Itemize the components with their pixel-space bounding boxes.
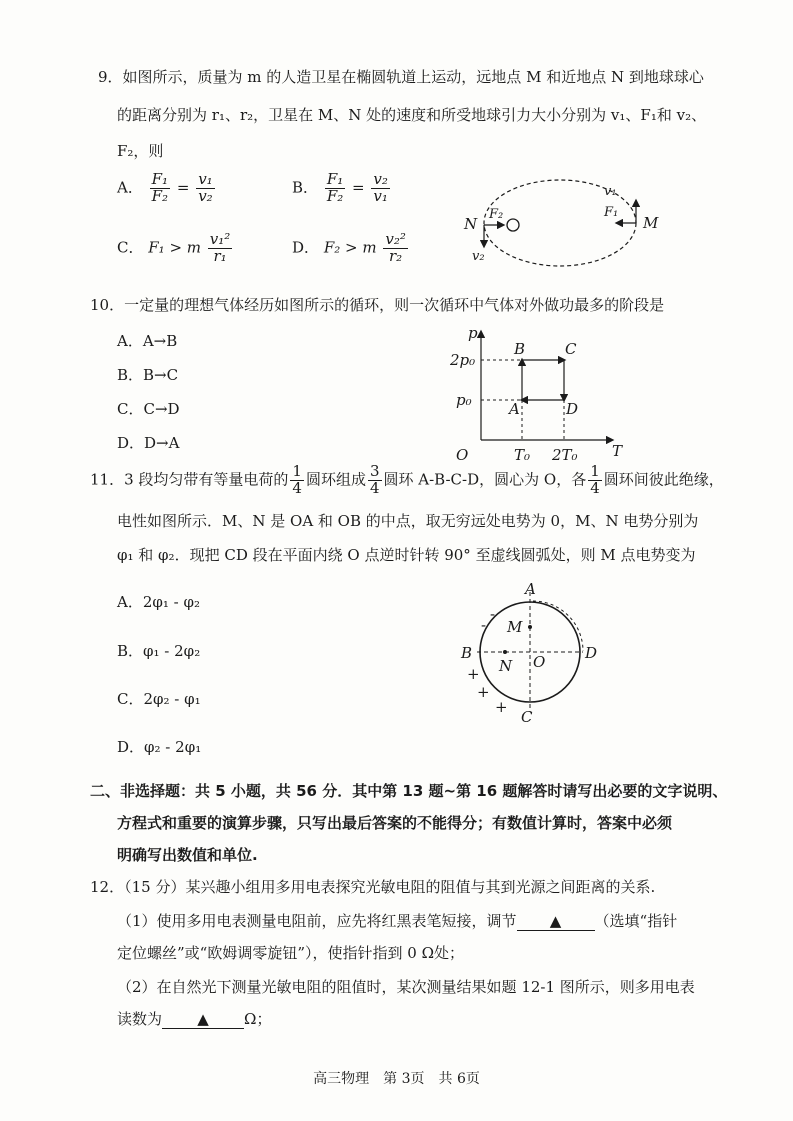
equals-sign: =	[176, 178, 190, 197]
fraction-three-quarter	[368, 464, 382, 497]
numerator: v₂²	[385, 230, 406, 248]
q12-part2-line2	[117, 1008, 271, 1029]
answer-blank: ▲	[162, 1010, 244, 1029]
fraction	[150, 172, 170, 205]
q9-option-c	[117, 232, 234, 265]
denominator: F₂	[326, 186, 344, 205]
point-b: B	[514, 340, 526, 358]
tick-t0: T₀	[514, 446, 531, 464]
q10-option-b: B．B→C	[117, 366, 179, 384]
option-label: B．	[292, 178, 319, 197]
earth-circle	[507, 219, 519, 231]
answer-blank: ▲	[517, 912, 595, 931]
q12-part1-line1	[117, 910, 677, 931]
origin-label: O	[456, 446, 469, 464]
q11-text-part: 圆环间彼此绝缘，	[603, 470, 724, 489]
q11-option-a: A．2φ₁ - φ₂	[117, 593, 201, 611]
q11-option-b: B．φ₁ - 2φ₂	[117, 642, 201, 660]
label-b: B	[461, 644, 473, 662]
q10-option-a: A．A→B	[117, 332, 178, 350]
point-m-dot	[528, 625, 532, 629]
point-c: C	[565, 340, 577, 358]
label-f2: F₂	[489, 207, 504, 222]
q11-line3: φ₁ 和 φ₂．现把 CD 段在平面内绕 O 点逆时针转 90° 至虚线圆弧处，则 M 点电势变为	[117, 546, 696, 564]
section2-line3: 明确写出数值和单位.	[117, 846, 258, 864]
denominator: v₂	[198, 186, 213, 205]
fraction-one-quarter	[588, 464, 602, 497]
numerator: 1	[292, 462, 302, 480]
q11-line1	[90, 464, 724, 497]
denominator: r₁	[213, 246, 227, 265]
q10-stem: 10．一定量的理想气体经历如图所示的循环，则一次循环中气体对外做功最多的阶段是	[90, 296, 665, 314]
fraction	[196, 172, 215, 205]
label-d: D	[585, 644, 598, 662]
denominator: r₂	[389, 246, 403, 265]
tick-p0: p₀	[456, 391, 472, 409]
charge-sign-plus: +	[477, 683, 490, 701]
numerator: 3	[369, 462, 380, 480]
q9-line3: F₂，则	[117, 142, 164, 160]
section2-line1: 二、非选择题：共 5 小题，共 56 分．其中第 13 题~第 16 题解答时请写出必要的文字说明、	[90, 782, 728, 800]
charge-sign-minus: -	[481, 616, 487, 634]
q12-part1-line2: 定位螺丝”或“欧姆调零旋钮”），使指针指到 0 Ω处；	[117, 944, 465, 962]
axis-label-t: T	[612, 442, 623, 460]
label-n: N	[499, 657, 513, 675]
page-footer: 高三物理 第 3页 共 6页	[313, 1071, 480, 1087]
label-m: M	[507, 618, 523, 636]
label-f1: F₁	[604, 205, 619, 220]
label-v2: v₂	[472, 249, 485, 264]
q9-line2: 的距离分别为 r₁、r₂，卫星在 M、N 处的速度和所受地球引力大小分别为 v₁、F₁和 v₂、	[117, 106, 707, 124]
equals-sign: =	[352, 178, 365, 197]
q10-option-c: C．C→D	[117, 400, 180, 418]
q12-stem: 12．（15 分）某兴趣小组用多用电表探究光敏电阻的阻值与其到光源之间距离的关系.	[90, 878, 656, 896]
fraction	[325, 172, 345, 205]
q12-part2-line1: （2）在自然光下测量光敏电阻的阻值时，某次测量结果如题 12-1 图所示，则多用电表	[117, 978, 695, 996]
fraction	[371, 172, 390, 205]
label-o: O	[533, 653, 546, 671]
label-n: N	[464, 215, 478, 233]
q11-line2: 电性如图所示．M、N 是 OA 和 OB 的中点，取无穷远处电势为 0，M、N 电势分别为	[117, 512, 699, 530]
q12-text-part: （1）使用多用电表测量电阻前，应先将红黑表笔短接，调节	[117, 912, 517, 930]
q11-ring-figure	[455, 580, 605, 728]
inequality-lhs: F₂ > m	[323, 238, 377, 257]
numerator: v₁²	[209, 230, 231, 248]
q9-option-b	[292, 172, 392, 205]
option-label: D．	[292, 238, 320, 257]
q11-text-part: 圆环 A-B-C-D，圆心为 O，各	[383, 470, 587, 489]
q9-line1: 9．如图所示，质量为 m 的人造卫星在椭圆轨道上运动，远地点 M 和近地点 N 到地球球心	[98, 68, 704, 86]
denominator: 4	[590, 478, 600, 497]
axis-label-p: p	[468, 324, 478, 342]
q11-option-c: C．2φ₂ - φ₁	[117, 690, 201, 708]
charge-sign-minus: -	[490, 605, 496, 623]
q12-text-part: 读数为	[117, 1010, 163, 1028]
q12-text-part: Ω；	[244, 1010, 272, 1028]
q10-pt-diagram	[440, 322, 625, 464]
denominator: 4	[369, 478, 380, 497]
denominator: F₂	[151, 186, 169, 205]
numerator: F₁	[151, 170, 169, 188]
section2-line2: 方程式和重要的演算步骤，只写出最后答案的不能得分；有数值计算时，答案中必须	[117, 814, 673, 832]
label-a: A	[525, 580, 536, 598]
q11-text-part: 圆环组成	[305, 470, 366, 489]
q9-option-d	[292, 232, 410, 265]
tick-2p0: 2p₀	[450, 351, 476, 369]
q11-option-d: D．φ₂ - 2φ₁	[117, 738, 202, 756]
label-c: C	[521, 708, 533, 726]
point-n-dot	[503, 650, 507, 654]
charge-sign-plus: +	[495, 698, 508, 716]
point-d: D	[566, 400, 579, 418]
numerator: 1	[590, 462, 600, 480]
q10-option-d: D．D→A	[117, 434, 180, 452]
q9-orbit-figure	[455, 168, 659, 276]
tick-2t0: 2T₀	[552, 446, 578, 464]
fraction	[383, 232, 408, 265]
point-a: A	[509, 400, 520, 418]
option-label: A．	[117, 178, 143, 197]
rotated-arc-dashed	[533, 601, 583, 651]
q9-option-a	[117, 172, 217, 205]
fraction-one-quarter	[290, 464, 304, 497]
option-label: C．	[117, 238, 144, 257]
q11-text-part: 11．3 段均匀带有等量电荷的	[90, 470, 289, 489]
numerator: v₁	[198, 170, 213, 188]
denominator: v₁	[373, 186, 388, 205]
fraction	[208, 232, 233, 265]
numerator: F₁	[326, 170, 344, 188]
inequality-lhs: F₁ > m	[148, 238, 202, 257]
denominator: 4	[292, 478, 302, 497]
label-m: M	[643, 214, 659, 232]
label-v1: v₁	[604, 184, 617, 199]
q12-text-part: （选填“指针	[594, 912, 678, 930]
charge-sign-plus: +	[467, 665, 480, 683]
numerator: v₂	[373, 170, 388, 188]
